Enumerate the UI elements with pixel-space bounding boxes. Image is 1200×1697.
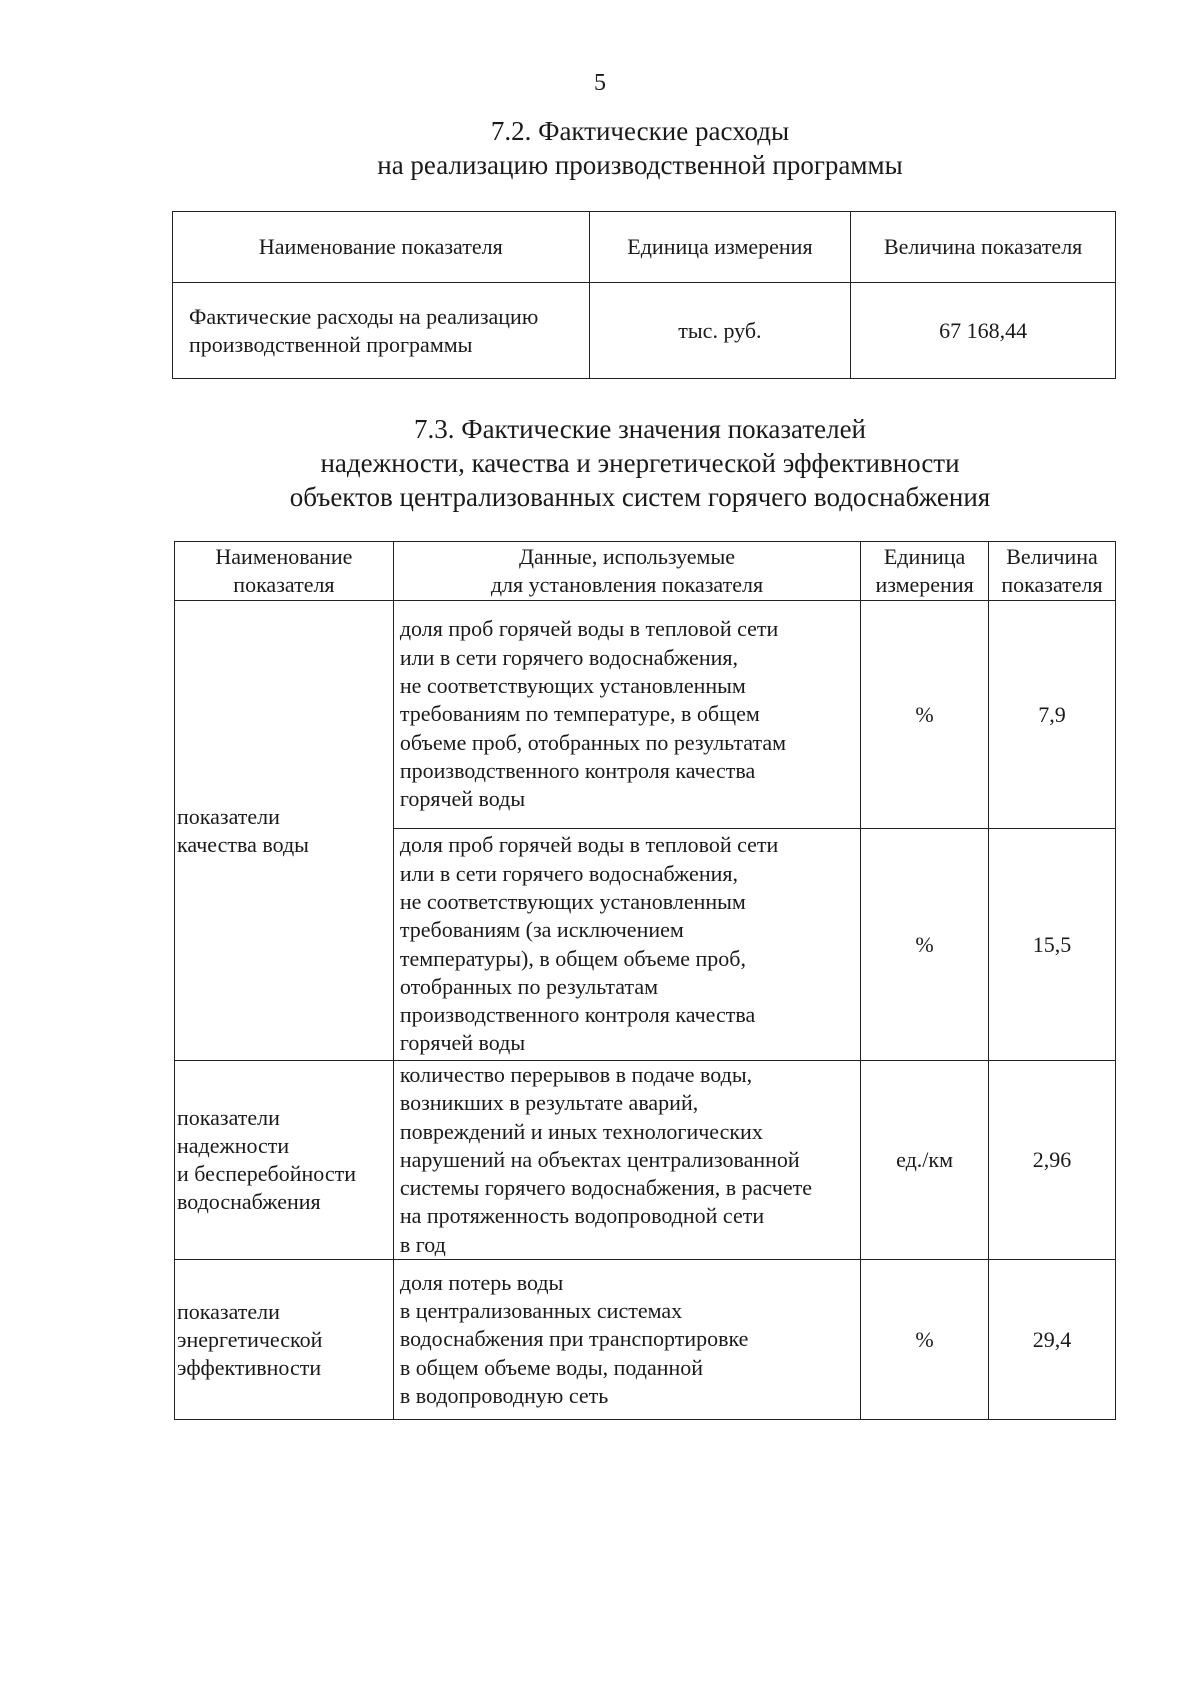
desc-line: повреждений и иных технологических (399, 1118, 763, 1144)
desc-line: доля проб горячей воды в тепловой сети (399, 616, 779, 642)
table-row (175, 601, 1116, 829)
group-name-line: надежности (177, 1133, 290, 1159)
desc-line: производственного контроля качества (399, 1002, 756, 1028)
indicator-group-name (175, 1061, 394, 1260)
page-number: 5 (594, 70, 606, 96)
group-name-line: показатели (177, 803, 280, 829)
header-unit (861, 542, 989, 601)
indicator-value: 7,9 (989, 601, 1116, 829)
desc-line: количество перерывов в подаче воды, (399, 1062, 753, 1087)
group-name-line: эффективности (177, 1354, 322, 1380)
desc-line: объеме проб, отобранных по результатам (399, 729, 787, 755)
desc-line: в общем объеме воды, поданной (399, 1354, 704, 1380)
desc-line: не соответствующих установленным (399, 673, 746, 699)
group-name-line: показатели (177, 1298, 280, 1324)
indicator-unit: % (861, 601, 989, 829)
header-line: для установления показателя (490, 572, 764, 597)
header-value: Величина показателя (851, 212, 1116, 283)
desc-line: на протяженность водопроводной сети (399, 1203, 765, 1229)
table-row (173, 283, 1116, 379)
indicator-description (393, 1061, 860, 1260)
indicator-value: 15,5 (989, 829, 1116, 1061)
desc-line: водоснабжения при транспортировке (399, 1326, 749, 1352)
indicator-description (393, 829, 860, 1061)
header-data (393, 542, 860, 601)
desc-line: производственного контроля качества (399, 757, 756, 783)
section-7-3-title (40, 412, 1200, 514)
header-name: Наименование показателя (173, 212, 590, 283)
desc-line: горячей воды (399, 786, 526, 812)
desc-line: или в сети горячего водоснабжения, (399, 644, 738, 670)
row-value: 67 168,44 (851, 283, 1116, 379)
desc-line: доля потерь воды (399, 1269, 564, 1295)
title-line: 7.3. Фактические значения показателей (413, 414, 867, 444)
indicator-group-name (175, 601, 394, 1061)
title-line: 7.2. Фактические расходы (490, 116, 790, 146)
row-name (173, 283, 590, 379)
header-line: показателя (1001, 572, 1103, 597)
desc-line: горячей воды (399, 1030, 526, 1056)
row-name-line: производственной программы (189, 331, 473, 357)
group-name-line: водоснабжения (177, 1189, 321, 1215)
title-line: объектов централизованных систем горячего водоснабжения (289, 482, 991, 512)
header-value (989, 542, 1116, 601)
indicators-table (174, 541, 1116, 1420)
header-name (175, 542, 394, 601)
table-row (175, 1260, 1116, 1420)
header-line: показателя (233, 572, 335, 597)
header-line: Наименование (215, 544, 353, 569)
table-header-row (175, 542, 1116, 601)
desc-line: доля проб горячей воды в тепловой сети (399, 832, 779, 858)
desc-line: нарушений на объектах централизованной (399, 1146, 800, 1172)
header-line: Единица (883, 544, 966, 569)
title-line: на реализацию производственной программы (377, 150, 903, 180)
desc-line: не соответствующих установленным (399, 888, 746, 914)
row-name-line: Фактические расходы на реализацию (189, 303, 539, 329)
desc-line: в водопроводную сеть (399, 1383, 609, 1409)
indicator-group-name (175, 1260, 394, 1420)
table-header-row (173, 212, 1116, 283)
desc-line: требованиям (за исключением (399, 917, 684, 943)
indicator-unit: % (861, 1260, 989, 1420)
header-line: Величина (1006, 544, 1098, 569)
desc-line: в год (399, 1231, 446, 1257)
desc-line: отобранных по результатам (399, 973, 659, 999)
group-name-line: показатели (177, 1105, 280, 1131)
section-7-2-title (40, 114, 1200, 182)
desc-line: возникших в результате аварий, (399, 1090, 699, 1116)
row-unit: тыс. руб. (589, 283, 851, 379)
indicator-value: 2,96 (989, 1061, 1116, 1260)
indicator-value: 29,4 (989, 1260, 1116, 1420)
title-line: надежности, качества и энергетической эффективности (320, 448, 960, 478)
header-unit: Единица измерения (589, 212, 851, 283)
desc-line: или в сети горячего водоснабжения, (399, 860, 738, 886)
actual-expenses-table (172, 211, 1116, 379)
desc-line: температуры), в общем объеме проб, (399, 945, 746, 971)
indicator-unit: % (861, 829, 989, 1061)
indicator-description (393, 1260, 860, 1420)
indicator-unit: ед./км (861, 1061, 989, 1260)
desc-line: в централизованных системах (399, 1298, 683, 1324)
indicator-description (393, 601, 860, 829)
table-row (175, 1061, 1116, 1260)
desc-line: требованиям по температуре, в общем (399, 701, 760, 727)
header-line: измерения (875, 572, 974, 597)
desc-line: системы горячего водоснабжения, в расчете (399, 1175, 812, 1201)
group-name-line: и бесперебойности (177, 1161, 356, 1187)
group-name-line: энергетической (177, 1326, 323, 1352)
group-name-line: качества воды (177, 831, 309, 857)
header-line: Данные, используемые (518, 544, 736, 569)
